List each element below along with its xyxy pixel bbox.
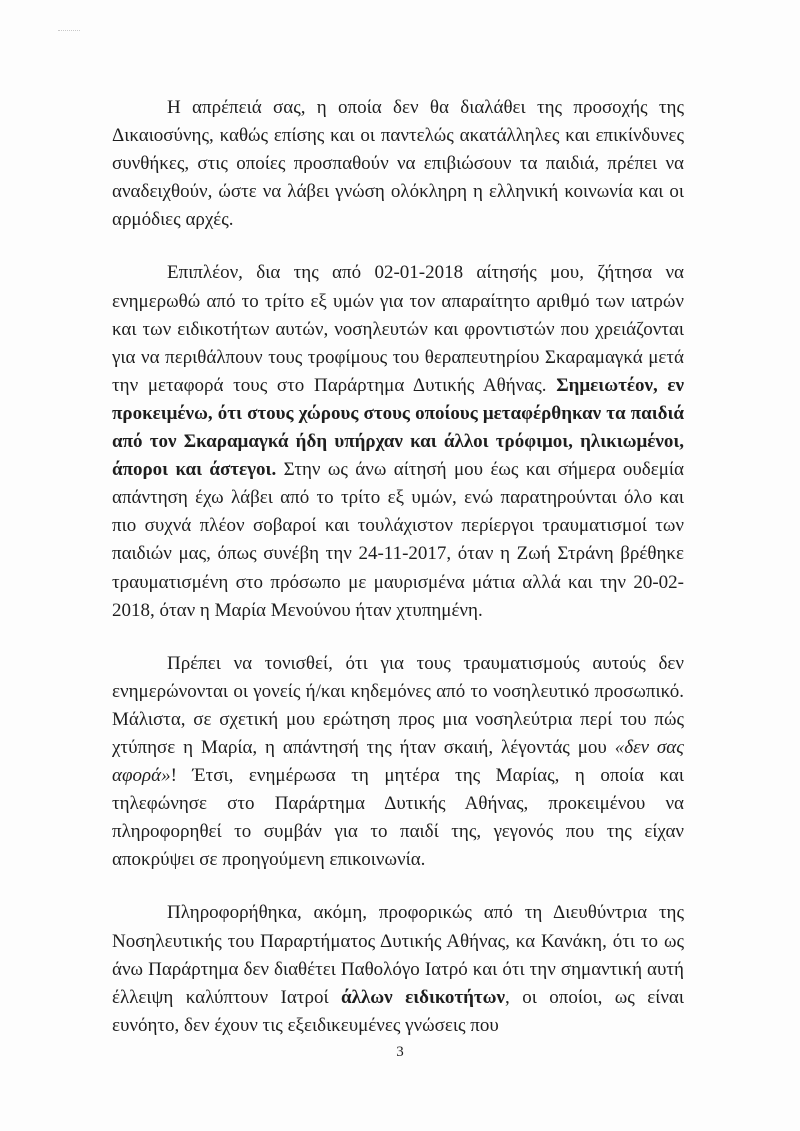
paragraph-2	[112, 259, 684, 624]
paragraph-4-text-a: Πληροφορήθηκα, ακόμη, προφορικώς από τη Διευθύντρια της Νοσηλευτικής του Παραρτήματος Δυτικής Αθήνας, κα Κανάκη, ότι το ως άνω Παράρτημα δεν διαθέτει Παθολόγο Ιατρό και ότι την σημαντική αυτή έλλειψη καλύπτουν Ιατροί	[112, 902, 684, 1008]
paragraph-2-emphasis: Σημειωτέον, εν προκειμένω, ότι στους χώρους στους οποίους μεταφέρθηκαν τα παιδιά από τον Σκαραμαγκά ήδη υπήρχαν και άλλοι τρόφιμοι, ηλικιωμένοι, άποροι και άστεγοι.	[112, 374, 684, 481]
paragraph-4-text-b: , οι οποίοι, ως είναι ευνόητο, δεν έχουν τις εξειδικευμένες γνώσεις που	[112, 986, 684, 1036]
paragraph-2-text-a: Επιπλέον, δια της από 02-01-2018 αίτησής μου, ζήτησα να ενημερωθώ από το τρίτο εξ υμών για τον απαραίτητο αριθμό των ιατρών και των ειδικοτήτων αυτών, νοσηλευτών και φροντιστών που χρειάζονται για να περιθάλπουν τους τροφίμους του θεραπευτηρίου Σκαραμαγκά μετά την μεταφορά τους στο Παράρτημα Δυτικής Αθήνας.	[112, 262, 684, 396]
paragraph-3	[112, 650, 684, 875]
paragraph-2-text-b: Στην ως άνω αίτησή μου έως και σήμερα ουδεμία απάντηση έχω λάβει από το τρίτο εξ υμών, ενώ παρατηρούνται όλο και πιο συχνά πλέον σοβαροί και τουλάχιστον περίεργοι τραυματισμοί των παιδιών μας, όπως συνέβη την 24-11-2017, όταν η Ζωή Στράνη βρέθηκε τραυματισμένη στο πρόσωπο με μαυρισμένα μάτια αλλά και την 20-02-2018, όταν η Μαρία Μενούνου ήταν χτυπημένη.	[112, 459, 684, 621]
paragraph-3-text-b: ! Έτσι, ενημέρωσα τη μητέρα της Μαρίας, η οποία και τηλεφώνησε στο Παράρτημα Δυτικής Αθήνας, προκειμένου να πληροφορηθεί το συμβάν για το παιδί της, γεγονός που της είχαν αποκρύψει σε προηγούμενη επικοινωνία.	[112, 765, 684, 871]
scan-corner-mark	[58, 30, 80, 35]
paragraph-4	[112, 899, 684, 1039]
paragraph-3-text-a: Πρέπει να τονισθεί, ότι για τους τραυματισμούς αυτούς δεν ενημερώνονται οι γονείς ή/και κηδεμόνες από το νοσηλευτικό προσωπικό. Μάλιστα, σε σχετική μου ερώτηση προς μια νοσηλεύτρια περί του πώς χτύπησε η Μαρία, η απάντησή της ήταν σκαιή, λέγοντάς μου	[112, 652, 684, 758]
page-number: 3	[396, 1044, 404, 1060]
paragraph-4-emphasis: άλλων ειδικοτήτων	[341, 986, 506, 1008]
paragraph-3-quote: «δεν σας αφορά»	[112, 736, 684, 787]
letter-body	[112, 94, 684, 1040]
paragraph-1-text: Η απρέπειά σας, η οποία δεν θα διαλάθει της προσοχής της Δικαιοσύνης, καθώς επίσης και οι παντελώς ακατάλληλες και επικίνδυνες συνθήκες, στις οποίες προσπαθούν να επιβιώσουν τα παιδιά, πρέπει να αναδειχθούν, ώστε να λάβει γνώση ολόκληρη η ελληνική κοινωνία και οι αρμόδιες αρχές.	[112, 97, 684, 231]
paragraph-1	[112, 94, 684, 234]
